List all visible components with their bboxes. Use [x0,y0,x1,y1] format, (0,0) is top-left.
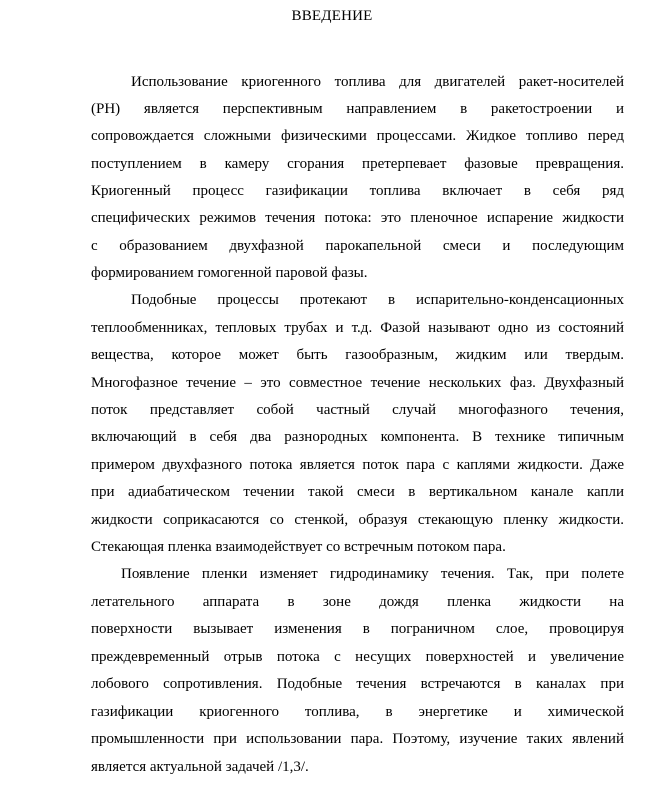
paragraph-line: теплообменниках, тепловых трубах и т.д. Фазой называют одно из состояний [91,320,624,336]
paragraph-line: жидкости соприкасаются со стенкой, образуя стекающую пленку жидкости. [91,512,624,528]
paragraph-line: вещества, которое может быть газообразным, жидким или твердым. [91,347,624,363]
paragraph-line: специфических режимов течения потока: это пленочное испарение жидкости [91,210,624,226]
paragraph-line: Подобные процессы протекают в испарительно-конденсационных [131,292,624,308]
page-title: ВВЕДЕНИЕ [291,8,373,24]
paragraph-line: Многофазное течение – это совместное течение нескольких фаз. Двухфазный [91,375,624,391]
paragraph-line: является актуальной задачей /1,3/. [91,759,309,775]
paragraph-line: при адиабатическом течении такой смеси в вертикальном канале капли [91,484,624,500]
paragraph-line: преждевременный отрыв потока с несущих поверхностей и увеличение [91,649,624,665]
paragraph-line: промышленности при использовании пара. Поэтому, изучение таких явлений [91,731,624,747]
paragraph-line: поступлением в камеру сгорания претерпевает фазовые превращения. [91,156,624,172]
paragraph-line: Стекающая пленка взаимодействует со встречным потоком пара. [91,539,506,555]
paragraph-line: примером двухфазного потока является поток пара с каплями жидкости. Даже [91,457,624,473]
paragraph-line: сопровождается сложными физическими процессами. Жидкое топливо перед [91,128,624,144]
paragraph-line: включающий в себя два разнородных компонента. В технике типичным [91,429,624,445]
paragraph-line: лобового сопротивления. Подобные течения встречаются в каналах при [91,676,624,692]
paragraph-line: формированием гомогенной паровой фазы. [91,265,368,281]
paragraph-line: Использование криогенного топлива для двигателей ракет-носителей [131,74,624,90]
paragraph-line: с образованием двухфазной парокапельной смеси и последующим [91,238,624,254]
paragraph-line: поток представляет собой частный случай многофазного течения, [91,402,624,418]
paragraph-line: газификации криогенного топлива, в энергетике и химической [91,704,624,720]
paragraph-line: (РН) является перспективным направлением в ракетостроении и [91,101,624,117]
paragraph-line: поверхности вызывает изменения в пограничном слое, провоцируя [91,621,624,637]
paragraph-line: Появление пленки изменяет гидродинамику течения. Так, при полете [121,566,624,582]
paragraph-line: летательного аппарата в зоне дождя пленка жидкости на [91,594,624,610]
paragraph-line: Криогенный процесс газификации топлива включает в себя ряд [91,183,624,199]
